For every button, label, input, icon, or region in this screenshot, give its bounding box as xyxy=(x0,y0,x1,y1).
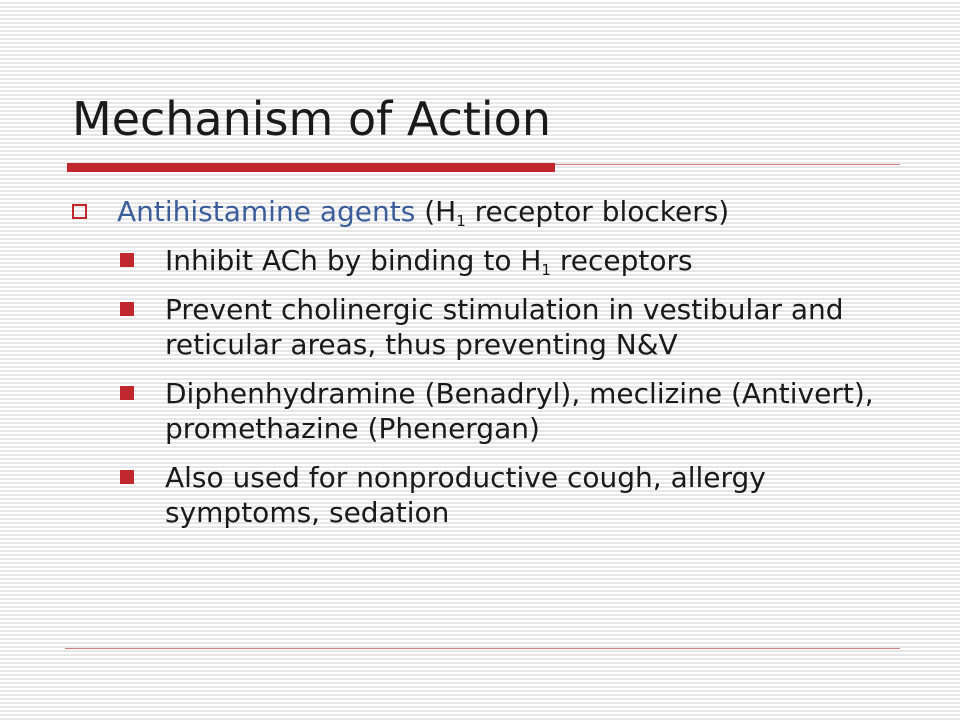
filled-square-bullet-icon xyxy=(120,470,134,484)
bottom-divider xyxy=(65,648,900,649)
filled-square-bullet-icon xyxy=(120,253,134,267)
hollow-square-bullet-icon xyxy=(72,204,87,219)
sub-bullet-subscript: 1 xyxy=(541,261,551,279)
title-divider xyxy=(555,164,900,165)
main-bullet-lead: Antihistamine agents xyxy=(117,195,416,228)
sub-bullet-text: Diphenhydramine (Benadryl), meclizine (Antivert), promethazine (Phenergan) xyxy=(165,377,874,445)
sub-bullet-item xyxy=(165,376,885,446)
sub-bullet-item xyxy=(165,292,885,362)
sub-bullet-text: Also used for nonproductive cough, allergy symptoms, sedation xyxy=(165,461,766,529)
sub-bullet-text-after: receptors xyxy=(550,244,693,277)
slide-title: Mechanism of Action xyxy=(72,92,551,146)
main-bullet xyxy=(72,193,729,231)
sub-bullet-text-before: Inhibit ACh by binding to H xyxy=(165,244,542,277)
filled-square-bullet-icon xyxy=(120,302,134,316)
main-bullet-text-after: receptor blockers) xyxy=(465,195,730,228)
sub-bullet-list xyxy=(165,243,885,544)
sub-bullet-item xyxy=(165,243,885,278)
filled-square-bullet-icon xyxy=(120,386,134,400)
main-bullet-subscript: 1 xyxy=(456,212,466,230)
main-bullet-text-before: (H xyxy=(415,195,457,228)
title-accent-bar xyxy=(67,163,555,172)
sub-bullet-text: Prevent cholinergic stimulation in vestibular and reticular areas, thus preventing N&V xyxy=(165,293,844,361)
sub-bullet-item xyxy=(165,460,885,530)
